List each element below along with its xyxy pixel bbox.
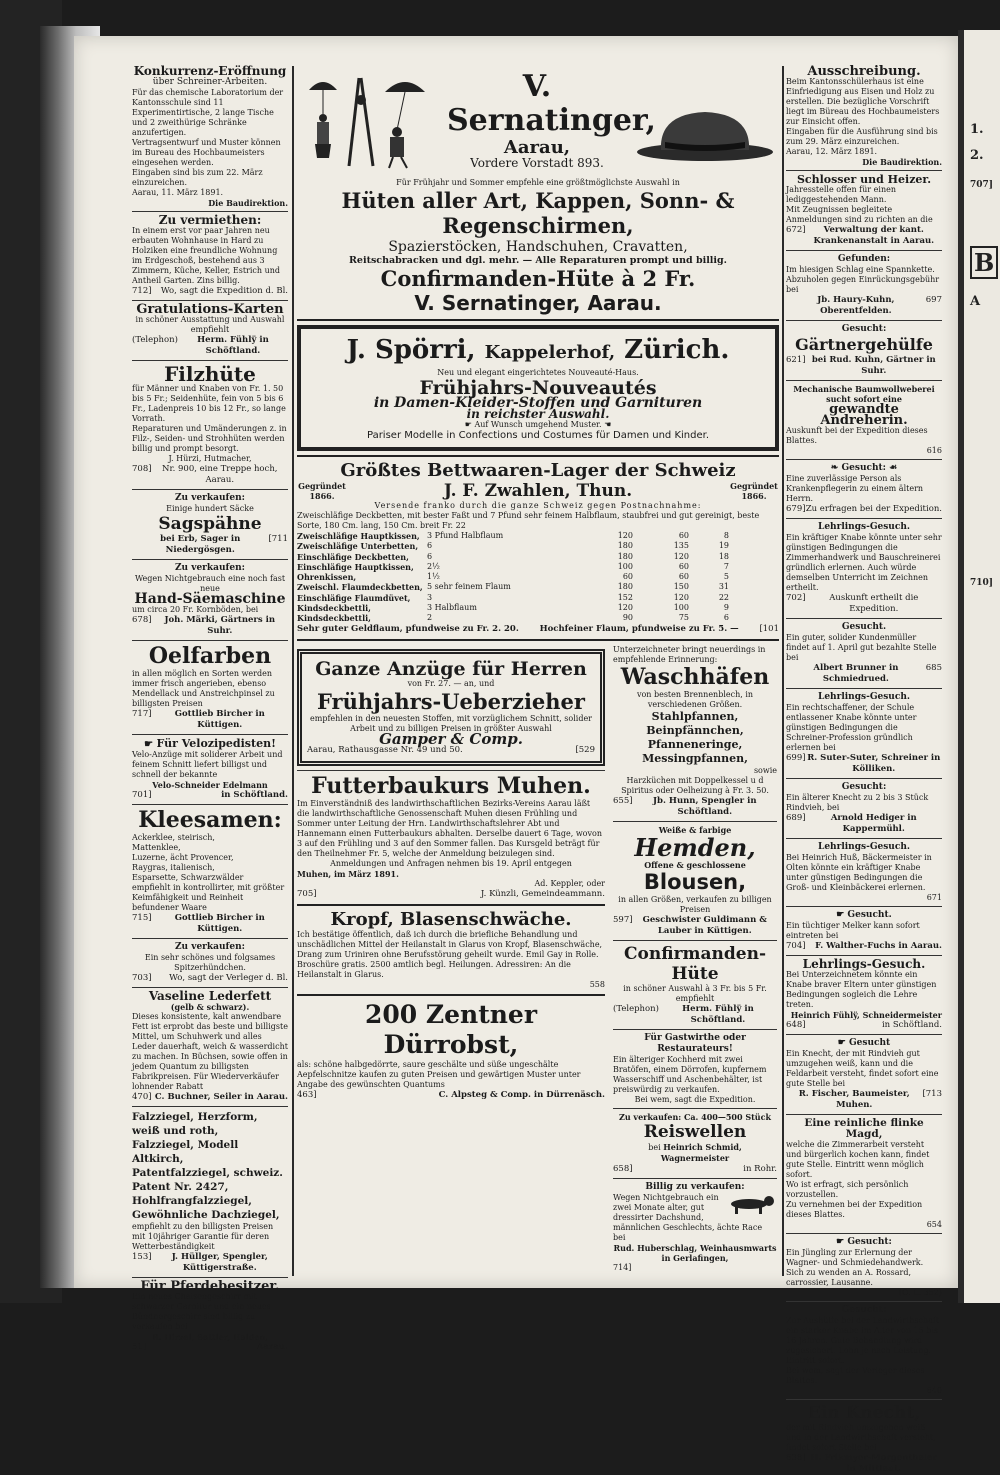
ad-knecht-2: Ein Knecht, der mit Rindvieh umzugehen weiß und in der Landwirthschaft versteht, findet sofort Stelle bei 638] H. Frikmyer-Morgenthaler in Mittlaut. — [786, 1403, 938, 1474]
table-cell: 180 — [617, 541, 633, 551]
table-cell: 19 — [718, 541, 729, 551]
table-row — [297, 562, 779, 572]
table-cell: 18 — [718, 551, 729, 561]
table-row — [297, 613, 779, 623]
table-cell: 120 — [673, 592, 689, 602]
table-cell: 6 — [427, 541, 433, 551]
table-cell: Zweischläfige Hauptkissen, — [297, 531, 420, 541]
table-cell: Einschläfige Hauptkissen, — [297, 561, 414, 572]
list-item: Gewöhnliche Dachziegel, — [132, 1209, 280, 1221]
ad-kleesamen: Kleesamen: Ackerklee, steirisch, Mattenklee, Luzerne, ächt Provencer, Raygras, italienisch, Esparsette, Schwarzwälder empfiehlt in kontrollirter, mit größter Keimfähigkeit und Reinheit befundener Waare 715] Gottlieb Bircher in Küttigen. — [132, 808, 288, 935]
list-item: Esparsette, Schwarzwälder — [132, 873, 244, 882]
ad-gefunden: Gefunden: Im hiesigen Schlag eine Spannkette. Abzuholen gegen Einrückungsgebühr bei Jb. Haury-Kuhn, Oberentfelden. 697 — [786, 254, 942, 316]
pointing-hand-icon: ☛ — [837, 1038, 849, 1048]
table-cell: 100 — [617, 561, 633, 571]
list-item: Falzziegel, Modell Altkirch, — [132, 1139, 239, 1165]
ad-confirmanden: Confirmanden-Hüte in schöner Auswahl à 3 Fr. bis 5 Fr. empfiehlt (Telephon) Herm. Fühlÿ in Schöftland. — [613, 943, 767, 1025]
table-cell: Kindsdeckbettli, — [297, 603, 371, 614]
table-cell: 1½ — [427, 572, 440, 582]
facing-text: 2. — [970, 148, 984, 163]
ad-lehrling-4: Lehrlings-Gesuch. Bei Unterzeichnetem könnte ein Knabe braver Eltern unter günstigen Bedingungen sogleich die Lehre treten. Heinrich Fühlÿ, Schneidermeister 648] in Schöftland. — [786, 957, 942, 1030]
table-cell: 6 — [723, 613, 729, 623]
list-item: Pfanneneringe, — [647, 737, 743, 751]
table-cell: 60 — [678, 531, 689, 540]
ad-duerrobst: 200 Zentner Dürrobst, als: schöne halbgedörrte, saure geschälte und süße ungeschälte Aepfelschnitze kaufen zu guten Preisen und gewärtigen Muster unter Angabe des gewünschten Quantums 463] C. Alpsteg & Comp. in Dürrenäsch. — [297, 999, 605, 1100]
ad-magd: Eine reinliche flinke Magd, welche die Zimmerarbeit versteht und bürgerlich kochen kann, findet gute Stelle. Eintritt wenn möglich sofort. Wo ist erfragt, sich persönlich vorzustellen. Zu vernehmen bei der Expedition dieses Blattes. 654 — [786, 1117, 942, 1229]
ad-anzuege: Ganze Anzüge für Herren von Fr. 27. — an, und Frühjahrs-Ueberzieher empfehlen in den neuesten Stoffen, mit vorzüglichem Schnitt, solider Arbeit und zu billigen Preisen in größter Auswahl Gamper & Comp. Aarau, Rathausgasse Nr. 49 und 50. [529 — [297, 649, 605, 766]
left-column — [132, 66, 288, 1353]
table-cell: 31 — [718, 582, 729, 592]
ad-waschhaefen: Unterzeichneter bringt neuerdings in empfehlende Erinnerung: Waschhäfen von besten Brennenblech, in verschiedenen Größen. Stahlpfannen, Beinpfännchen, Pfanneneringe, Messingpfannen, sowie Harzküchen mit Doppelkessel u d Spiritus oder Oelheizung à Fr. 3. 50. 655] Jb. Hunn, Spengler in Schöftland. — [613, 644, 777, 817]
table-cell: 180 — [617, 582, 633, 592]
ad-hemden: Weiße & farbige Hemden, Offene & geschlossene Blousen, in allen Größen, verkaufen zu billigen Preisen 597] Geschwister Guldimann & Lauber in Küttigen. — [613, 824, 772, 936]
table-cell: Zweischl. Flaumdeckbetten, — [297, 582, 423, 593]
pointing-hand-icon: ☛ — [464, 420, 475, 429]
table-cell: Ohrenkissen, — [297, 572, 357, 583]
list-item: Hohlfrangfalzziegel, — [132, 1195, 252, 1207]
umbrella-figures-icon — [301, 70, 445, 170]
ornament-icon: ☙ — [886, 463, 898, 473]
ad-knecht-1: ☛ Gesucht Ein Knecht, der mit Rindvieh gut umzugehen weiß, kann und die Feldarbeit versteht, findet sofort eine gute Stelle bei R. Fischer, Baumeister, Muhen. [713 — [786, 1038, 942, 1110]
list-item: Messingpfannen, — [642, 751, 748, 765]
facing-text: 707] — [970, 180, 994, 190]
ad-ausschreibung: Ausschreibung. Beim Kantonsschülerhaus ist eine Einfriedigung aus Eisen und Holz zu erstellen. Die bezügliche Vorschrift liegt im Büreau des Hochbaumeisters zur Einsicht offen. Eingaben für die Ausführung sind bis zum 29. März einzureichen. Aarau, 12. März 1891. Die Baudirektion. — [786, 64, 942, 167]
ad-knabe: Gesucht: Zur Aushülfe bei der Landwirthschaft ein starker Knabe im Alter von 15 bis 16 Jahren. Gute Behandlung wird zugesichert. Lohn je nach Leistung. Eintritt sofort. Bei wem, sagt der Verleger dieses Blattes. 640 — [786, 1305, 942, 1395]
table-cell: 135 — [673, 541, 689, 551]
pointing-hand-icon: ☛ — [836, 1237, 848, 1247]
table-cell: 100 — [673, 603, 689, 613]
ad-filzhuete: Filzhüte für Männer und Knaben von Fr. 1. 50 bis 5 Fr.; Seidenhüte, fein von 5 bis 6 Fr., Ladenpreis 10 bis 12 Fr., so lange Vorrath. Reparaturen und Umänderungen z. in Filz-, Seiden- und Strohhüten werden billig und prompt besorgt. J. Hürzi, Hutmacher, 708] Nr. 900, eine Treppe hoch, Aarau. — [132, 362, 287, 485]
table-cell: 152 — [617, 592, 633, 602]
table-cell: 90 — [622, 613, 633, 623]
middle-column — [297, 66, 779, 1273]
table-cell: 120 — [617, 603, 633, 613]
table-row — [297, 541, 779, 551]
ad-dachhund: Billig zu verkaufen: Wegen Nichtgebrauch ein zwei Monate alter, gut dressirter Dachshund, männlichen Geschlechts, ächte Race bei Rud. Huberschlag, Weinhausmwarts in Gerlafingen, 714] — [613, 1181, 777, 1272]
list-item: Ackerklee, steirisch, — [132, 833, 215, 842]
table-cell: Einschläfige Deckbetten, — [297, 551, 409, 562]
table-row — [297, 531, 779, 541]
table-cell: 120 — [617, 531, 633, 540]
table-cell: Zweischläfige Unterbetten, — [297, 541, 419, 552]
table-cell: 6 — [427, 551, 433, 561]
pointing-hand-icon: ☚ — [601, 420, 612, 429]
table-row — [297, 572, 779, 582]
table-cell: 150 — [673, 582, 689, 592]
pointing-hand-icon: ☛ — [144, 739, 157, 750]
table-cell: 22 — [718, 592, 729, 602]
table-cell: 3 Pfund Halbflaum — [427, 531, 504, 540]
facing-text: 1. — [970, 122, 984, 137]
table-cell: 2 — [427, 613, 433, 623]
ad-andreherin: Mechanische Baumwollweberei sucht sofort eine gewandte Andreherin. Auskunft bei der Expedition dieses Blattes. 616 — [786, 384, 942, 455]
ad-kropf: Kropf, Blasenschwäche. Ich bestätige öffentlich, daß ich durch die briefliche Behandlung und unschädlichen Mittel der Heilanstalt in Glarus von Kropf, Blasenschwäche, Drang zum Uriniren ohne Berufsstörung geheilt wurde. Emil Gay in Rolle. Broschüre gratis. 2500 amtlich begl. Heilungen. Adressiren: An die Heilanstalt in Glarus. 558 — [297, 908, 605, 989]
list-item: Stahlpfannen, — [651, 709, 739, 723]
table-cell: 60 — [622, 572, 633, 582]
ad-melker: ☛ Gesucht. Ein tüchtiger Melker kann sofort eintreten bei 704] F. Walther-Fuchs in Aarau. — [786, 910, 942, 951]
dog-icon — [725, 1193, 777, 1215]
ad-schlosser: Schlosser und Heizer. Jahresstelle offen für einen lediggestehenden Mann. Mit Zeugnissen begleitete Anmeldungen sind zu richten an die 672] Verwaltung der kant. Krankenanstalt in Aarau. — [786, 173, 935, 246]
table-cell: Einschläfige Flaumdüvet, — [297, 592, 411, 603]
table-cell: Kindsdeckbettli, — [297, 613, 371, 624]
facing-text: A — [970, 294, 981, 309]
table-row — [297, 603, 779, 613]
list-item: Luzerne, ächt Provencer, — [132, 853, 234, 862]
ad-juengling: ☛ Gesucht: Ein Jüngling zur Erlernung der Wagner- und Schmiedehandwerk. Sich zu wenden an A. Rossard, carrossier, Lausanne. (O. L. 352) — [786, 1237, 942, 1297]
ad-gastwirthe: Für Gastwirthe oder Restaurateurs! Ein älteriger Kochherd mit zwei Bratöfen, einem Dörrofen, kupfernem Wasserschiff und Aschenbehälter, ist preiswürdig zu verkaufen. Bei wem, sagt die Expedition. — [613, 1032, 767, 1104]
newspaper-page — [74, 36, 958, 1474]
ad-vermiethen: Zu vermiethen: In einem erst vor paar Jahren neu erbauten Wohnhause in Hard zu Holziken eine freundliche Wohnung im Erdgeschoß, bestehend aus 3 Zimmern, Küche, Keller, Estrich und Antheil Garten. Zins billig. 712] Wo, sagt die Expedition d. Bl. — [132, 213, 288, 296]
ad-gaertner: Gesucht: Gärtnergehülfe 621] bei Rud. Kuhn, Gärtner in Suhr. — [786, 324, 936, 376]
ad-handsaemaschine: Zu verkaufen: Wegen Nichtgebrauch eine noch fast neue Hand-Säemaschine um circa 20 Fr. Kornböden, bei 678] Joh. Märki, Gärtners in Suhr. — [132, 563, 286, 636]
ad-konkurrenz: Konkurrenz-Eröffnung über Schreiner-Arbeiten. Für das chemische Laboratorium der Kantonsschule sind 11 Experimentirtische, 2 lange Tische und 2 zweithürige Schränke anzufertigen. Vertragsentwurf und Muster können im Bureau des Hochbaumeisters eingesehen werden. Eingaben sind bis zum 22. März einzureichen. Aarau, 11. März 1891. Die Baudirektion. — [132, 64, 288, 208]
table-row — [297, 552, 779, 562]
table-cell: 180 — [617, 551, 633, 561]
bettwaaren-price-table — [297, 531, 779, 624]
ad-spitzerhuendchen: Zu verkaufen: Ein sehr schönes und folgsames Spitzerhündchen. 703] Wo, sagt der Verleger d. Bl. — [132, 942, 288, 983]
ad-futterbau: Futterbaukurs Muhen. Im Einverständniß des landwirthschaftlichen Bezirks-Vereins Aarau läßt die landwirthschaftliche Genossenschaft Muhen diesen Frühling und Sommer unter Leitung der Hrn. Landwirthschaftslehrer Abt und Hannemann einen Futterbaukurs abhalten. Derselbe dauert 6 Tage, wovon 3 auf den Frühling und 3 auf den Sommer fallen. Das Kursgeld beträgt für den Theilnehmer Fr. 5, welche der Anmeldung beizulegen sind. Anmeldungen und Anfragen nehmen bis 19. April entgegen Muhen, im März 1891. Ad. Keppler, oder 705] J. Künzli, Gemeindeammann. — [297, 772, 605, 899]
ad-sernatinger: V. Sernatinger, Aarau, Vordere Vorstadt 893. Für Frühjahr und Sommer empfehle eine größtmöglichste Auswahl in Hüten aller Art, Kappen, Sonn- & Regenschirmen, Spazierstöcken, Handschuhen, Cravatten, Reitschabracken und dgl. mehr. — Alle Reparaturen prompt und billig. Confirmanden-Hüte à 2 Fr. V. Sernatinger, Aarau. — [297, 66, 779, 315]
ad-pferde: Für Pferdebesitzer. Ein neues Chaisengeschirr mit schwarzer Garnitur und ein neues Bündnergeschirr sind billig zu verkaufen bei R. Hirzel, Sattler, Halden, 51] Aarau. — [132, 1279, 288, 1352]
ad-spoerri: J. Spörri, Kappelerhof, Zürich. Neu und elegant eingerichtetes Nouveauté-Haus. Frühjahrs-Nouveautés in Damen-Kleider-Stoffen und Garnituren in reichster Auswahl. ☛ Auf Wunsch umgehend Muster. ☚ Pariser Modelle in Confections und Costumes für Damen und Kinder. — [297, 325, 779, 451]
ad-lehrling-1: Lehrlings-Gesuch. Ein kräftiger Knabe könnte unter sehr günstigen Bedingungen die Zimmerhandwerk und Bauschreinerei gründlich erlernen. Auch würde demselben Unterricht im Zeichnen ertheilt. 702] Auskunft ertheilt die Expedition. — [786, 522, 942, 614]
ad-vaseline: Vaseline Lederfett (gelb & schwarz). Dieses konsistente, kalt anwendbare Fett ist erprobt das beste und billigste Mittel, um Schuhwerk und alles Leder dauerhaft, weich & wasserdicht zu machen. In Büchsen, sowie offen in jedem Quantum zu billigsten Fabrikpreisen. Für Wiederverkäufer lohnender Rabatt 470] C. Buchner, Seiler in Aarau. — [132, 989, 288, 1102]
list-item: Raygras, italienisch, — [132, 863, 215, 872]
ornament-icon: ❧ — [830, 463, 842, 473]
pointing-hand-icon: ☛ — [836, 910, 848, 920]
ad-oelfarben: Oelfarben in allen möglich en Sorten werden immer frisch angerieben, ebenso Mendellack und Anstreichpinsel zu billigsten Preisen 717] Gottlieb Bircher in Küttigen. — [132, 643, 275, 730]
table-cell: 9 — [723, 603, 729, 613]
ad-lehrling-2: Lehrlings-Gesuch. Ein rechtschaffener, der Schule entlassener Knabe könnte unter günstigen Bedingungen die Schreiner-Profession gründlich erlernen bei 699] R. Suter-Suter, Schreiner in Kölliken. — [786, 692, 941, 774]
ad-reiswellen: Zu verkaufen: Ca. 400—500 Stück Reiswellen bei Heinrich Schmid, Wagnermeister 658] in Rohr. — [613, 1111, 777, 1174]
ad-falzziegel: Falzziegel, Herzform, weiß und roth, Falzziegel, Modell Altkirch, Patentfalzziegel, schweiz. Patent Nr. 2427, Hohlfrangfalzziegel, Gewöhnliche Dachziegel, empfiehlt zu den billigsten Preisen mit 10jähriger Garantie für deren Wetterbeständigkeit 153] J. Hüllger, Spengler, Küttigerstraße. — [132, 1110, 288, 1274]
table-cell: 8 — [723, 531, 729, 540]
facing-text: B — [970, 246, 998, 279]
list-item: Patentfalzziegel, schweiz. Patent Nr. 2427, — [132, 1167, 283, 1193]
ad-krankenpflegerin: ❧ Gesucht: ☙ Eine zuverlässige Person als Krankenpflegerin zu einem ältern Herrn. 679] Zu erfragen bei der Expedition. — [786, 463, 942, 514]
ad-mueller: Gesucht. Ein guter, solider Kundenmüller findet auf 1. April gut bezahlte Stelle bei Albert Brunner in Schmiedrued. 685 — [786, 622, 942, 684]
ad-bettwaaren: Größtes Bettwaaren-Lager der Schweiz Gegründet 1866. J. F. Zwahlen, Thun. Gegründet 1866. Versende franko durch die ganze Schweiz gegen Postnachnahme: Zweischläfige Deckbetten, mit bester Faßt und 7 Pfund sehr feinem Halbflaum, staubfrei und gut gereinigt, beste Sorte, 180 Cm. lang, 150 Cm. breit Fr. 22 Zweischläfige Hauptkissen, 3 Pfund Halbflaum 120 60 8 Zweischläfige Unterbetten, 6 180 135 19 Einschläfige Deckbetten, 6 180 120 18 Einschläfige Hauptkissen, 2½ 100 60 7 Ohrenkissen, 1½ 60 60 5 Zweischl. Flaumdeckbetten, 5 sehr feinem Flaum 180 150 31 Einschläfige Flaumdüvet, 3 152 120 22 Kindsdeckbettli, 3 Halbflaum 120 100 9 Kindsdeckbettli, 2 90 75 6 Sehr guter Geldflaum, pfundweise zu Fr. 2. 20. Hochfeiner Flaum, pfundweise zu Fr. 5. — [101 — [297, 460, 779, 634]
ad-lehrling-3: Lehrlings-Gesuch. Bei Heinrich Huß, Bäckermeister in Olten könnte ein kräftiger Knabe unter günstigen Bedingungen die Groß- und Kleinbäckerei erlernen. 671 — [786, 842, 942, 902]
table-row — [297, 582, 779, 592]
facing-text: 710] — [970, 578, 994, 588]
ad-velo: ☛ Für Velozipedisten! Velo-Anzüge mit soliderer Arbeit und feinem Schnitt liefert billigst und schnell der bekannte Velo-Schneider Edelmann 701] in Schöftland. — [132, 737, 288, 800]
list-item: Mattenklee, — [132, 843, 181, 852]
table-cell: 3 — [427, 592, 433, 602]
ad-sagspaehne: Zu verkaufen: Einige hundert Säcke Sagspähne bei Erb, Sager in Niedergösgen. [711 — [158, 493, 288, 555]
table-cell: 5 sehr feinem Flaum — [427, 582, 511, 592]
table-cell: 7 — [723, 561, 729, 571]
table-cell: 60 — [678, 572, 689, 582]
table-cell: 2½ — [427, 561, 440, 571]
facing-page-fragment — [958, 30, 1000, 1303]
list-item: Falzziegel, Herzform, weiß und roth, — [132, 1111, 258, 1137]
table-cell: 5 — [723, 572, 729, 582]
ad-rindvieh: Gesucht: Ein älterer Knecht zu 2 bis 3 Stück Rindvieh, bei 689] Arnold Hediger in Kappermühl. — [786, 782, 929, 834]
list-item: Beinpfännchen, — [646, 723, 744, 737]
table-cell: 120 — [673, 551, 689, 561]
table-row — [297, 593, 779, 603]
table-cell: 3 Halbflaum — [427, 603, 477, 613]
table-cell: 60 — [678, 561, 689, 571]
right-column — [786, 66, 942, 1475]
table-cell: 75 — [678, 613, 689, 623]
hat-icon — [635, 108, 775, 162]
ad-gratulation: Gratulations-Karten in schöner Ausstattung und Auswahl empfiehlt (Telephon) Herm. Fühlÿ in Schöftland. — [132, 302, 285, 356]
